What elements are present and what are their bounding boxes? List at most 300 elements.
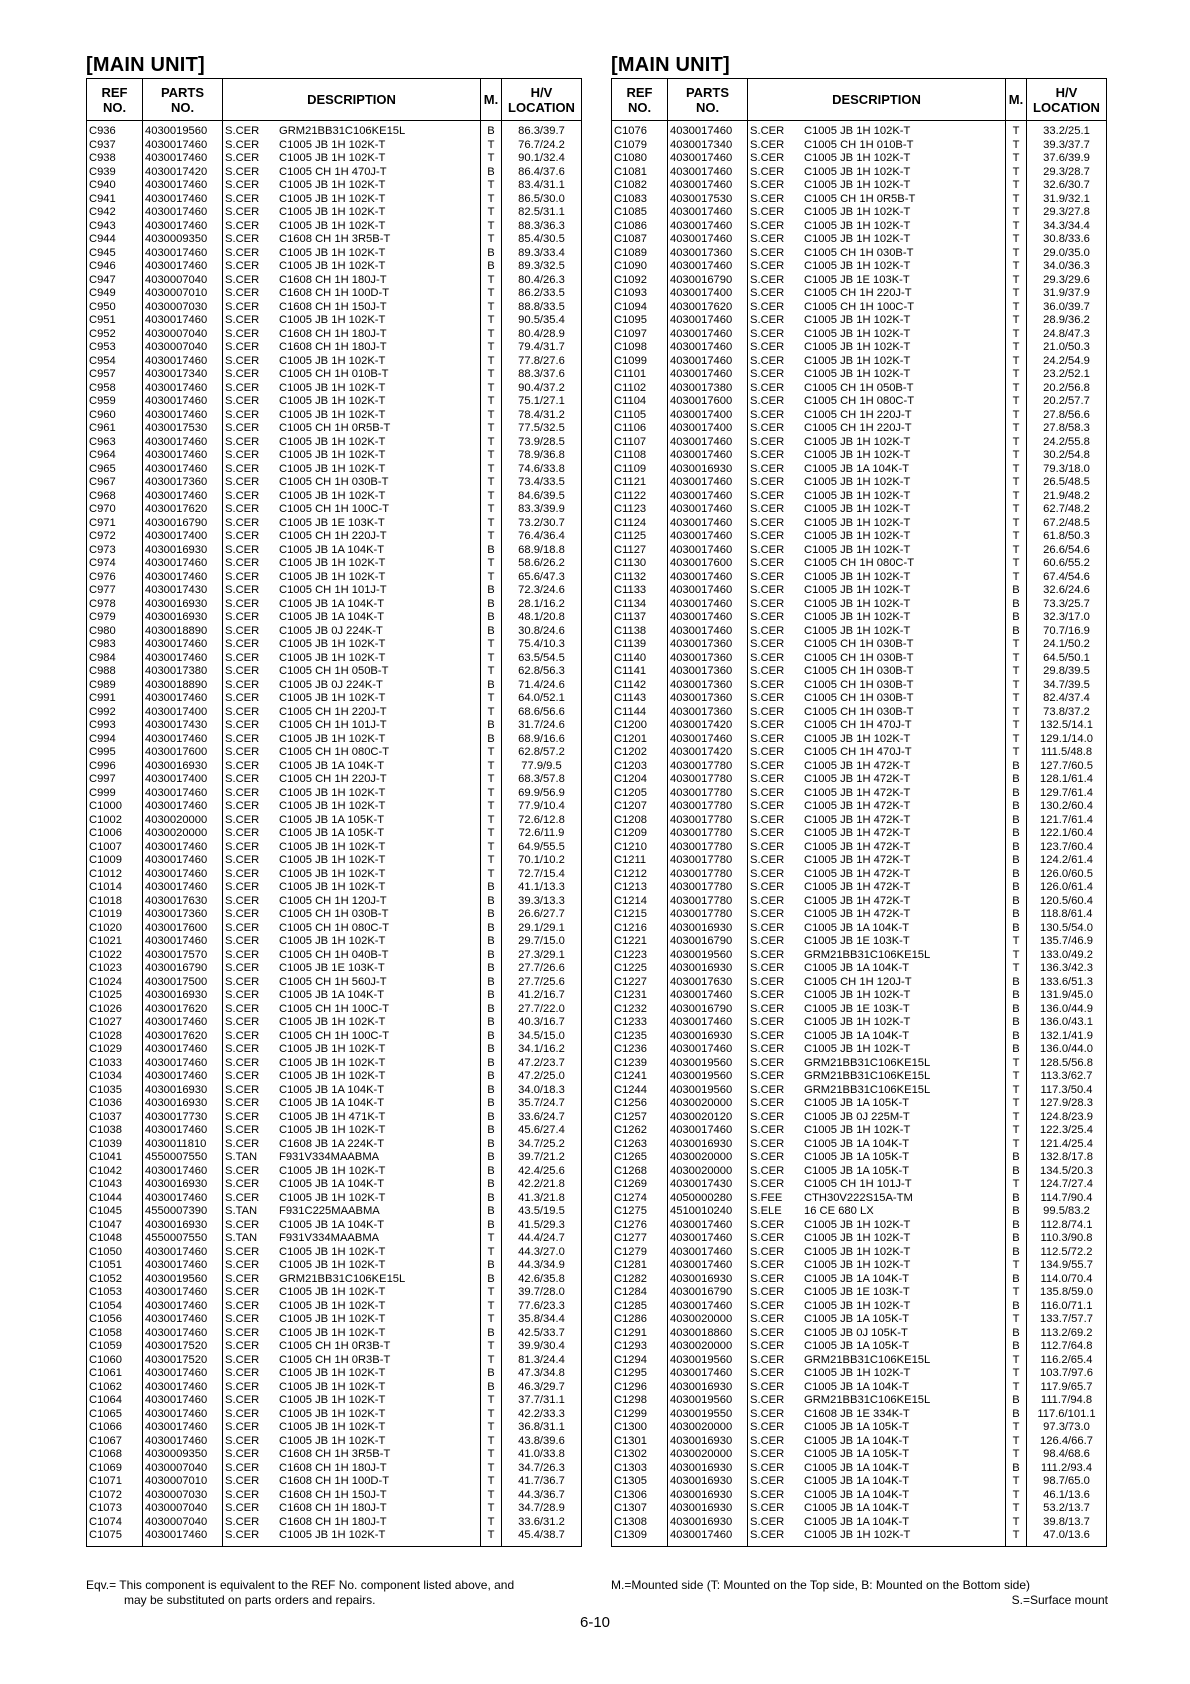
table-row bbox=[87, 463, 582, 477]
ref-no-cell: C1282 bbox=[614, 1272, 647, 1285]
component-type: S.CER bbox=[750, 125, 785, 137]
mount-side-cell: T bbox=[1006, 1111, 1027, 1125]
description-cell bbox=[748, 827, 1006, 841]
ref-no-cell: C1134 bbox=[614, 597, 647, 610]
description-cell bbox=[223, 1475, 481, 1489]
component-type: S.CER bbox=[750, 570, 785, 583]
table-row bbox=[87, 503, 582, 517]
location-cell: 30.8/33.6 bbox=[1027, 233, 1107, 247]
ref-no-cell: C1215 bbox=[614, 908, 647, 920]
ref-no-cell: C1265 bbox=[614, 1151, 647, 1163]
location-cell: 86.2/33.5 bbox=[502, 287, 582, 301]
ref-no-cell: C1209 bbox=[614, 827, 647, 839]
ref-no-cell: C1127 bbox=[614, 543, 647, 556]
part-description: C1005 JB 1E 103K-T bbox=[804, 935, 910, 947]
table-row bbox=[612, 787, 1107, 801]
description-cell bbox=[223, 166, 481, 180]
component-type: S.CER bbox=[225, 719, 260, 731]
location-cell: 39.7/28.0 bbox=[502, 1286, 582, 1300]
part-description: C1005 JB 1H 102K-T bbox=[279, 1070, 386, 1082]
ref-no-cell: C1106 bbox=[614, 422, 647, 434]
part-description: C1005 JB 1H 102K-T bbox=[279, 408, 386, 421]
description-cell bbox=[223, 665, 481, 679]
ref-no-cell: C1203 bbox=[614, 759, 647, 772]
table-row bbox=[612, 1529, 1107, 1546]
ref-no-cell: C1221 bbox=[614, 935, 647, 947]
part-description: C1005 JB 1H 102K-T bbox=[279, 570, 386, 583]
ref-no-cell: C1094 bbox=[614, 300, 647, 313]
mount-side-cell: B bbox=[481, 976, 502, 990]
parts-no-cell: 4030020000 bbox=[668, 1421, 748, 1435]
part-description: C1005 CH 1H 560J-T bbox=[279, 975, 387, 988]
mount-side-cell: T bbox=[1006, 449, 1027, 463]
location-cell: 39.8/13.7 bbox=[1027, 1516, 1107, 1530]
location-cell: 65.6/47.3 bbox=[502, 571, 582, 585]
component-type: S.CER bbox=[225, 678, 260, 691]
description-cell bbox=[223, 476, 481, 490]
parts-no-cell: 4030016930 bbox=[668, 1475, 748, 1489]
table-row bbox=[612, 121, 1107, 139]
description-cell bbox=[223, 1354, 481, 1368]
parts-no-cell: 4030017460 bbox=[143, 1381, 223, 1395]
component-type: S.CER bbox=[750, 1286, 785, 1298]
location-cell: 24.1/50.2 bbox=[1027, 638, 1107, 652]
table-row bbox=[87, 773, 582, 787]
location-cell: 83.3/39.9 bbox=[502, 503, 582, 517]
mount-side-cell: T bbox=[1006, 476, 1027, 490]
description-cell bbox=[223, 139, 481, 153]
location-cell: 114.7/90.4 bbox=[1027, 1192, 1107, 1206]
parts-no-cell: 4030017460 bbox=[668, 341, 748, 355]
parts-no-cell: 4030009350 bbox=[143, 233, 223, 247]
location-cell: 73.2/30.7 bbox=[502, 517, 582, 531]
component-type: S.CER bbox=[750, 1124, 785, 1136]
ref-no-cell: C988 bbox=[89, 665, 116, 677]
part-description: F931C225MAABMA bbox=[279, 1205, 380, 1217]
part-description: C1005 JB 1H 102K-T bbox=[279, 435, 386, 448]
description-cell bbox=[223, 706, 481, 720]
description-cell bbox=[748, 1340, 1006, 1354]
table-row bbox=[612, 1003, 1107, 1017]
component-type: S.CER bbox=[225, 1029, 260, 1042]
part-description: C1005 JB 1A 105K-T bbox=[804, 1097, 910, 1109]
table-row bbox=[87, 355, 582, 369]
parts-no-cell: 4030017570 bbox=[143, 949, 223, 963]
description-cell bbox=[748, 962, 1006, 976]
component-type: S.CER bbox=[225, 746, 260, 758]
parts-no-cell: 4030017600 bbox=[668, 395, 748, 409]
description-cell bbox=[223, 1394, 481, 1408]
location-cell: 81.3/24.4 bbox=[502, 1354, 582, 1368]
mount-side-cell: B bbox=[481, 584, 502, 598]
part-description: C1005 JB 1H 102K-T bbox=[279, 152, 386, 164]
table-row bbox=[87, 1151, 582, 1165]
part-description: GRM21BB31C106KE15L bbox=[804, 1083, 931, 1096]
location-cell: 33.6/24.7 bbox=[502, 1111, 582, 1125]
location-cell: 68.9/16.6 bbox=[502, 733, 582, 747]
mount-side-cell: T bbox=[481, 760, 502, 774]
ref-no-cell: C1028 bbox=[89, 1029, 122, 1042]
description-cell bbox=[223, 1502, 481, 1516]
location-cell: 47.2/25.0 bbox=[502, 1070, 582, 1084]
parts-no-cell: 4030017460 bbox=[668, 1246, 748, 1260]
component-type: S.CER bbox=[750, 1475, 785, 1487]
parts-rows-left bbox=[87, 121, 582, 1547]
location-cell: 122.1/60.4 bbox=[1027, 827, 1107, 841]
ref-no-cell: C1098 bbox=[614, 341, 647, 353]
part-description: C1005 JB 1H 102K-T bbox=[804, 206, 911, 218]
mount-side-cell: B bbox=[1006, 1043, 1027, 1057]
part-description: C1005 CH 1H 220J-T bbox=[279, 530, 387, 542]
parts-no-cell: 4030017600 bbox=[143, 922, 223, 936]
ref-no-cell: C1201 bbox=[614, 732, 647, 745]
location-cell: 116.0/71.1 bbox=[1027, 1300, 1107, 1314]
mount-side-cell: T bbox=[1006, 206, 1027, 220]
description-cell bbox=[223, 301, 481, 315]
parts-no-cell: 4030017460 bbox=[668, 220, 748, 234]
component-type: S.CER bbox=[750, 773, 785, 785]
table-row bbox=[612, 1178, 1107, 1192]
description-cell bbox=[748, 1232, 1006, 1246]
component-type: S.CER bbox=[225, 894, 260, 907]
location-cell: 34.7/39.5 bbox=[1027, 679, 1107, 693]
location-cell: 77.5/32.5 bbox=[502, 422, 582, 436]
ref-no-cell: C1045 bbox=[89, 1205, 122, 1217]
mount-side-cell: T bbox=[481, 355, 502, 369]
ref-no-cell: C1051 bbox=[89, 1259, 122, 1271]
description-header: DESCRIPTION bbox=[748, 79, 1006, 121]
part-description: C1608 CH 1H 180J-T bbox=[279, 341, 387, 353]
ref-no-cell: C961 bbox=[89, 422, 116, 434]
table-row bbox=[612, 287, 1107, 301]
mount-side-cell: T bbox=[481, 557, 502, 571]
parts-no-cell: 4030017360 bbox=[143, 908, 223, 922]
mount-side-cell: B bbox=[481, 1192, 502, 1206]
description-cell bbox=[748, 436, 1006, 450]
mount-side-cell: T bbox=[1006, 179, 1027, 193]
part-description: C1005 JB 0J 224K-T bbox=[279, 678, 383, 691]
ref-no-cell: C960 bbox=[89, 408, 116, 421]
parts-no-cell: 4030017620 bbox=[143, 1003, 223, 1017]
ref-no-cell: C951 bbox=[89, 314, 116, 326]
part-description: C1005 CH 1H 100C-T bbox=[804, 300, 915, 313]
component-type: S.CER bbox=[750, 975, 785, 988]
mount-side-cell: T bbox=[1006, 436, 1027, 450]
part-description: C1005 JB 1A 105K-T bbox=[804, 1421, 910, 1433]
ref-no-cell: C1056 bbox=[89, 1313, 122, 1325]
ref-no-cell: C996 bbox=[89, 759, 116, 772]
parts-no-cell: 4030017400 bbox=[668, 409, 748, 423]
location-cell: 31.9/37.9 bbox=[1027, 287, 1107, 301]
location-cell: 126.0/61.4 bbox=[1027, 881, 1107, 895]
table-row bbox=[612, 584, 1107, 598]
ref-no-cell: C1085 bbox=[614, 206, 647, 218]
table-row bbox=[612, 989, 1107, 1003]
parts-no-cell: 4030016930 bbox=[668, 1462, 748, 1476]
location-cell: 69.9/56.9 bbox=[502, 787, 582, 801]
part-description: C1005 CH 1H 030B-T bbox=[279, 908, 389, 920]
table-row bbox=[87, 706, 582, 720]
left-parts-column bbox=[86, 52, 582, 1547]
description-cell bbox=[748, 1408, 1006, 1422]
location-cell: 82.4/37.4 bbox=[1027, 692, 1107, 706]
ref-no-cell: C1097 bbox=[614, 327, 647, 340]
table-header bbox=[87, 79, 582, 121]
ref-no-cell: C1256 bbox=[614, 1097, 647, 1109]
location-cell: 72.7/15.4 bbox=[502, 868, 582, 882]
parts-no-cell: 4030016790 bbox=[668, 935, 748, 949]
ref-no-cell: C1035 bbox=[89, 1083, 122, 1096]
part-description: C1005 CH 1H 100C-T bbox=[279, 1002, 390, 1015]
part-description: C1005 JB 1H 102K-T bbox=[804, 732, 911, 745]
parts-no-cell: 4030017360 bbox=[668, 247, 748, 261]
mount-side-cell: T bbox=[1006, 368, 1027, 382]
component-type: S.CER bbox=[750, 786, 785, 799]
description-cell bbox=[748, 652, 1006, 666]
location-cell: 27.7/26.6 bbox=[502, 962, 582, 976]
location-cell: 36.0/39.7 bbox=[1027, 301, 1107, 315]
location-cell: 27.7/22.0 bbox=[502, 1003, 582, 1017]
location-cell: 39.9/30.4 bbox=[502, 1340, 582, 1354]
mount-side-cell: B bbox=[481, 625, 502, 639]
component-type: S.CER bbox=[225, 989, 260, 1001]
mount-side-cell: T bbox=[481, 449, 502, 463]
description-cell bbox=[223, 746, 481, 760]
component-type: S.CER bbox=[225, 354, 260, 367]
table-row bbox=[612, 814, 1107, 828]
component-type: S.TAN bbox=[225, 1232, 258, 1244]
location-cell: 126.4/66.7 bbox=[1027, 1435, 1107, 1449]
ref-no-cell: C939 bbox=[89, 165, 116, 178]
part-description: C1005 CH 1H 040B-T bbox=[279, 948, 389, 961]
ref-no-cell: C1104 bbox=[614, 395, 647, 407]
description-cell bbox=[223, 733, 481, 747]
table-row bbox=[87, 121, 582, 139]
component-type: S.CER bbox=[225, 1421, 260, 1433]
part-description: C1005 JB 1A 104K-T bbox=[804, 1137, 910, 1150]
table-row bbox=[612, 800, 1107, 814]
component-type: S.CER bbox=[225, 800, 260, 812]
parts-no-cell: 4030019560 bbox=[143, 1273, 223, 1287]
mount-side-cell: T bbox=[481, 517, 502, 531]
ref-no-cell: C1065 bbox=[89, 1407, 122, 1420]
description-cell bbox=[223, 827, 481, 841]
location-cell: 20.2/57.7 bbox=[1027, 395, 1107, 409]
mount-side-cell: T bbox=[481, 652, 502, 666]
description-cell bbox=[748, 368, 1006, 382]
table-row bbox=[87, 1003, 582, 1017]
mount-side-cell: T bbox=[481, 692, 502, 706]
ref-no-cell: C994 bbox=[89, 732, 116, 745]
table-row bbox=[87, 1516, 582, 1530]
mount-side-cell: T bbox=[1006, 395, 1027, 409]
description-cell bbox=[748, 1138, 1006, 1152]
table-row bbox=[87, 220, 582, 234]
mount-side-cell: T bbox=[1006, 260, 1027, 274]
mount-side-cell: B bbox=[1006, 895, 1027, 909]
component-type: S.CER bbox=[225, 408, 260, 421]
parts-no-cell: 4030016930 bbox=[668, 1516, 748, 1530]
location-cell: 117.6/101.1 bbox=[1027, 1408, 1107, 1422]
table-row bbox=[612, 881, 1107, 895]
parts-no-cell: 4030020000 bbox=[143, 827, 223, 841]
ref-no-cell: C1285 bbox=[614, 1299, 647, 1312]
location-cell: 127.9/28.3 bbox=[1027, 1097, 1107, 1111]
ref-no-cell: C1301 bbox=[614, 1434, 647, 1447]
part-description: C1005 JB 1H 102K-T bbox=[804, 1124, 911, 1136]
component-type: S.CER bbox=[225, 773, 260, 785]
parts-no-cell: 4030017460 bbox=[143, 868, 223, 882]
parts-no-cell: 4030017460 bbox=[143, 1327, 223, 1341]
part-description: C1005 JB 1H 102K-T bbox=[279, 732, 386, 745]
part-description: GRM21BB31C106KE15L bbox=[804, 948, 931, 961]
table-row bbox=[612, 355, 1107, 369]
description-cell bbox=[223, 1057, 481, 1071]
part-description: C1005 JB 1A 105K-T bbox=[804, 1164, 910, 1177]
mount-side-cell: T bbox=[1006, 719, 1027, 733]
part-description: C1005 JB 1A 104K-T bbox=[804, 1380, 910, 1393]
parts-no-cell: 4030016790 bbox=[143, 517, 223, 531]
component-type: S.CER bbox=[750, 651, 785, 664]
mount-side-cell: B bbox=[1006, 814, 1027, 828]
location-cell: 44.3/36.7 bbox=[502, 1489, 582, 1503]
mount-side-cell: T bbox=[1006, 301, 1027, 315]
parts-no-cell: 4030016930 bbox=[668, 1273, 748, 1287]
mount-side-cell: T bbox=[1006, 503, 1027, 517]
parts-no-cell: 4030019560 bbox=[143, 121, 223, 139]
ref-no-cell: C1309 bbox=[614, 1529, 647, 1541]
component-type: S.CER bbox=[225, 1124, 260, 1136]
component-type: S.CER bbox=[225, 1353, 260, 1366]
mount-side-cell: T bbox=[481, 1246, 502, 1260]
mount-side-cell: B bbox=[481, 1111, 502, 1125]
component-type: S.CER bbox=[225, 881, 260, 893]
table-row bbox=[87, 1529, 582, 1546]
description-cell bbox=[223, 530, 481, 544]
parts-no-cell: 4030020000 bbox=[668, 1340, 748, 1354]
mount-side-cell: T bbox=[481, 746, 502, 760]
location-cell: 34.7/26.3 bbox=[502, 1462, 582, 1476]
component-type: S.CER bbox=[750, 165, 785, 178]
description-cell bbox=[223, 692, 481, 706]
component-type: S.CER bbox=[750, 1178, 785, 1190]
table-row bbox=[87, 935, 582, 949]
location-cell: 80.4/26.3 bbox=[502, 274, 582, 288]
ref-no-cell: C1236 bbox=[614, 1043, 647, 1055]
mount-side-cell: T bbox=[1006, 152, 1027, 166]
description-cell bbox=[223, 679, 481, 693]
part-description: C1608 CH 1H 180J-T bbox=[279, 273, 387, 286]
table-row bbox=[87, 949, 582, 963]
parts-no-cell: 4030017530 bbox=[143, 422, 223, 436]
parts-no-cell: 4030017400 bbox=[668, 422, 748, 436]
location-cell: 41.1/13.3 bbox=[502, 881, 582, 895]
part-description: C1005 JB 1A 104K-T bbox=[279, 989, 385, 1001]
table-row bbox=[612, 395, 1107, 409]
table-row bbox=[87, 1448, 582, 1462]
parts-no-cell: 4030007010 bbox=[143, 287, 223, 301]
component-type: S.CER bbox=[750, 732, 785, 745]
part-description: C1005 CH 1H 030B-T bbox=[804, 638, 914, 650]
part-description: C1005 JB 1H 472K-T bbox=[804, 881, 911, 893]
description-cell bbox=[223, 274, 481, 288]
component-type: S.CER bbox=[750, 705, 785, 718]
part-description: C1005 JB 1H 472K-T bbox=[804, 759, 911, 772]
part-description: C1005 JB 1H 102K-T bbox=[804, 233, 911, 245]
table-row bbox=[87, 1070, 582, 1084]
ref-no-cell: C940 bbox=[89, 179, 116, 191]
part-description: C1005 JB 1H 472K-T bbox=[804, 840, 911, 853]
parts-no-cell: 4030017460 bbox=[668, 503, 748, 517]
parts-no-cell: 4030017460 bbox=[143, 395, 223, 409]
location-cell: 131.9/45.0 bbox=[1027, 989, 1107, 1003]
location-cell: 86.4/37.6 bbox=[502, 166, 582, 180]
location-cell: 31.7/24.6 bbox=[502, 719, 582, 733]
part-description: C1005 CH 1H 080C-T bbox=[804, 395, 915, 407]
table-row bbox=[87, 733, 582, 747]
part-description: C1005 JB 1E 103K-T bbox=[804, 1286, 910, 1298]
table-row bbox=[87, 814, 582, 828]
parts-no-cell: 4030017460 bbox=[143, 1421, 223, 1435]
table-row bbox=[612, 1367, 1107, 1381]
mount-side-cell: B bbox=[1006, 1462, 1027, 1476]
location-cell: 32.6/24.6 bbox=[1027, 584, 1107, 598]
component-type: S.CER bbox=[750, 1461, 785, 1474]
table-row bbox=[612, 1043, 1107, 1057]
mount-side-cell: T bbox=[1006, 1057, 1027, 1071]
description-cell bbox=[748, 193, 1006, 207]
ref-no-header: REF NO. bbox=[87, 79, 143, 121]
table-row bbox=[87, 1165, 582, 1179]
description-cell bbox=[748, 1070, 1006, 1084]
location-cell: 68.9/18.8 bbox=[502, 544, 582, 558]
ref-no-cell: C1291 bbox=[614, 1326, 647, 1339]
component-type: S.CER bbox=[750, 1259, 785, 1271]
component-type: S.CER bbox=[225, 1110, 260, 1123]
part-description: C1005 JB 1H 102K-T bbox=[279, 786, 386, 799]
table-row bbox=[612, 152, 1107, 166]
description-cell bbox=[748, 706, 1006, 720]
parts-no-cell: 4030017400 bbox=[143, 530, 223, 544]
description-cell bbox=[748, 301, 1006, 315]
location-cell: 136.3/42.3 bbox=[1027, 962, 1107, 976]
mount-side-cell: T bbox=[481, 193, 502, 207]
parts-no-cell: 4030017460 bbox=[143, 1394, 223, 1408]
ref-no-cell: C941 bbox=[89, 192, 116, 205]
ref-no-cell: C1047 bbox=[89, 1218, 122, 1231]
location-cell: 112.5/72.2 bbox=[1027, 1246, 1107, 1260]
mount-side-cell: B bbox=[1006, 1151, 1027, 1165]
component-type: S.CER bbox=[750, 1110, 785, 1123]
ref-no-cell: C1140 bbox=[614, 651, 647, 664]
component-type: S.CER bbox=[225, 152, 260, 164]
location-cell: 47.3/34.8 bbox=[502, 1367, 582, 1381]
mount-side-cell: B bbox=[481, 922, 502, 936]
mount-side-cell: B bbox=[1006, 1300, 1027, 1314]
description-cell bbox=[748, 1030, 1006, 1044]
part-description: C1005 JB 1H 102K-T bbox=[279, 800, 386, 812]
description-cell bbox=[223, 152, 481, 166]
mount-side-cell: B bbox=[1006, 1394, 1027, 1408]
parts-no-cell: 4030017780 bbox=[668, 773, 748, 787]
part-description: C1005 CH 1H 101J-T bbox=[279, 584, 387, 596]
mount-side-cell: T bbox=[1006, 341, 1027, 355]
table-row bbox=[87, 665, 582, 679]
mount-side-cell: T bbox=[481, 1475, 502, 1489]
table-row bbox=[612, 1300, 1107, 1314]
component-type: S.CER bbox=[225, 1043, 260, 1055]
component-type: S.CER bbox=[750, 381, 785, 394]
